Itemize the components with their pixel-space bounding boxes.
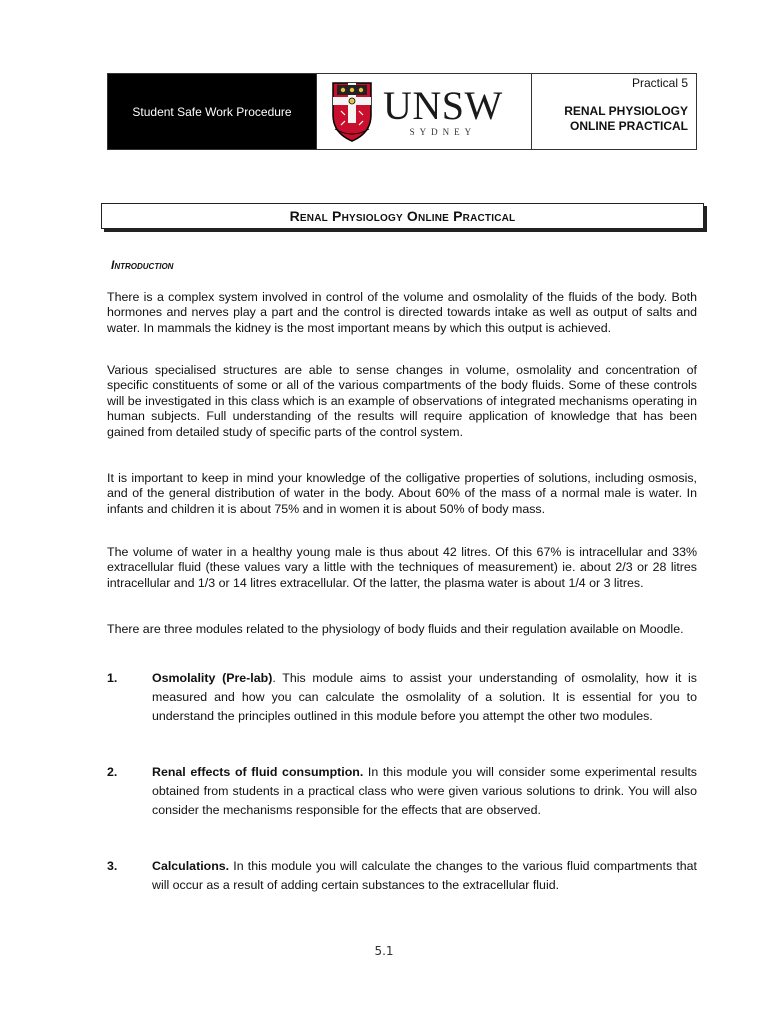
module-number: 3. [107, 859, 118, 873]
paragraph-1: There is a complex system involved in control of the volume and osmolality of the fluids of the body. Both hormones and nerves play a part and the control is directed towards intake as well as output of salts and water. In mammals the kidney is the most important means by which this output is achieved. [107, 290, 697, 335]
logo-wordmark: UNSW [383, 82, 503, 128]
module-description: . This module aims to assist your understanding of osmolality, how it is measured and how you can calculate the osmolality of a solution. It is essential for you to understand the principles outlined in this module before you attempt the other two modules. [152, 671, 697, 723]
practical-label: Practical 5 [631, 76, 688, 90]
document-title [101, 203, 704, 229]
unsw-logo [316, 74, 532, 149]
module-title: Osmolality (Pre-lab) [152, 671, 273, 685]
paragraph-4: The volume of water in a healthy young male is thus about 42 litres. Of this 67% is intracellular and 33% extracellular fluid (these values vary a little with the techniques of measurement) ie. about 2/3 or 28 litres intracellular and 1/3 or 14 litres extracellular. Of the latter, the plasma water is about 1/4 or 3 litres. [107, 545, 697, 590]
unsw-crest-icon [331, 81, 373, 143]
introduction-heading: Introduction [111, 258, 174, 272]
header-title-line2: ONLINE PRACTICAL [570, 119, 688, 133]
page-number: 5.1 [374, 944, 394, 958]
document-title-text: Renal Physiology Online Practical [289, 208, 516, 224]
logo-subtitle: SYDNEY [409, 126, 477, 137]
module-title: Calculations. [152, 859, 230, 873]
document-header [107, 73, 697, 150]
module-title: Renal effects of fluid consumption. [152, 765, 364, 779]
safe-work-label: Student Safe Work Procedure [132, 104, 292, 119]
header-title [564, 104, 688, 134]
module-item [107, 857, 697, 895]
module-item [107, 763, 697, 820]
module-description: In this module you will calculate the changes to the various fluid compartments that will occur as a result of adding certain substances to the extracellular fluid. [152, 859, 697, 892]
header-right-cell [532, 74, 696, 149]
module-description: In this module you will consider some experimental results obtained from students in a practical class who were given various solutions to drink. You will also consider the mechanisms responsible for the effects that are observed. [152, 765, 697, 817]
module-item [107, 669, 697, 726]
paragraph-5: There are three modules related to the physiology of body fluids and their regulation available on Moodle. [107, 622, 684, 636]
header-left-cell [108, 74, 316, 149]
module-number: 1. [107, 671, 118, 685]
paragraph-2: Various specialised structures are able to sense changes in volume, osmolality and concentration of specific constituents of some or all of the various compartments of the body fluids. Some of these controls will be investigated in this class which is an example of observations of integrated mechanisms operating in human subjects. Full understanding of the results will require application of knowledge that has been gained from detailed study of specific parts of the control system. [107, 363, 697, 439]
paragraph-3: It is important to keep in mind your knowledge of the colligative properties of solutions, including osmosis, and of the general distribution of water in the body. About 60% of the mass of a normal male is water. In infants and children it is about 75% and in women it is about 50% of body mass. [107, 471, 697, 516]
module-number: 2. [107, 765, 118, 779]
header-title-line1: RENAL PHYSIOLOGY [564, 104, 688, 118]
